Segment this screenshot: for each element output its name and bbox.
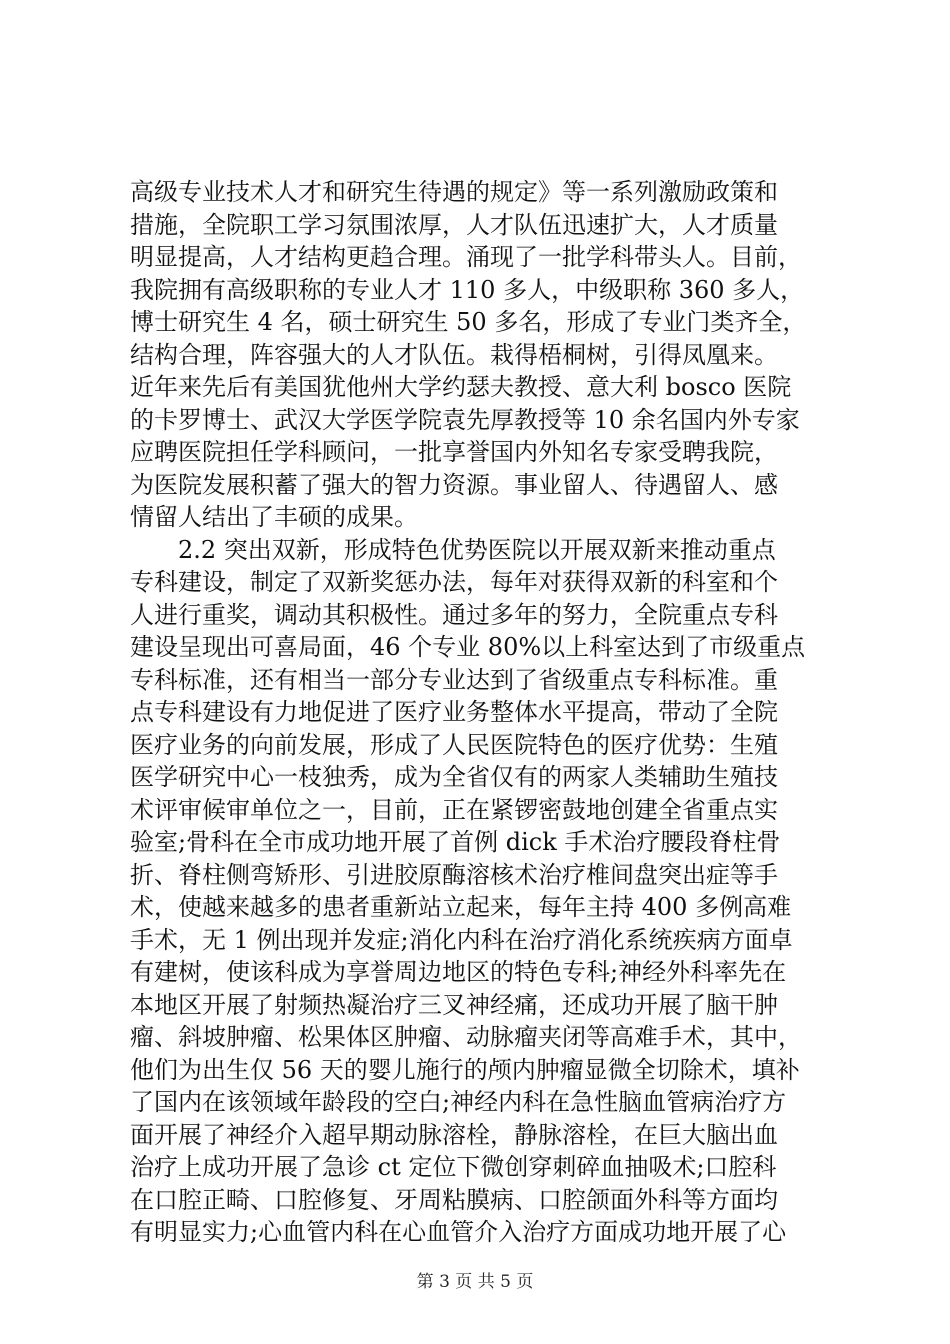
text-line: 结构合理，阵容强大的人才队伍。栽得梧桐树，引得凤凰来。: [130, 340, 778, 369]
text-line: 专科建设，制定了双新奖惩办法，每年对获得双新的科室和个: [130, 568, 778, 596]
text-line: 他们为出生仅 56 天的婴儿施行的颅内肿瘤显微全切除术，填补: [130, 1055, 800, 1084]
text-line: 医疗业务的向前发展，形成了人民医院特色的医疗优势：生殖: [130, 730, 778, 759]
text-line: 的卡罗博士、武汉大学医学院袁先厚教授等 10 余名国内外专家: [130, 405, 800, 434]
text-line: 措施，全院职工学习氛围浓厚，人才队伍迅速扩大，人才质量: [130, 210, 778, 239]
text-line: 折、脊柱侧弯矫形、引进胶原酶溶核术治疗椎间盘突出症等手: [130, 860, 778, 889]
text-line: 医学研究中心一枝独秀，成为全省仅有的两家人类辅助生殖技: [130, 763, 778, 791]
text-line: 治疗上成功开展了急诊 ct 定位下微创穿刺碎血抽吸术;口腔科: [130, 1153, 777, 1181]
text-line: 手术，无 1 例出现并发症;消化内科在治疗消化系统疾病方面卓: [130, 925, 793, 954]
text-line: 了国内在该领域年龄段的空白;神经内科在急性脑血管病治疗方: [130, 1088, 787, 1116]
text-line: 专科标准，还有相当一部分专业达到了省级重点专科标准。重: [130, 665, 778, 694]
text-line: 有建树，使该科成为享誉周边地区的特色专科;神经外科率先在: [130, 958, 787, 986]
text-line: 有明显实力;心血管内科在心血管介入治疗方面成功地开展了心: [130, 1218, 787, 1246]
text-line: 本地区开展了射频热凝治疗三叉神经痛，还成功开展了脑干肿: [130, 990, 778, 1019]
text-line: 明显提高，人才结构更趋合理。涌现了一批学科带头人。目前，: [130, 243, 802, 271]
text-line: 人进行重奖，调动其积极性。通过多年的努力，全院重点专科: [130, 600, 778, 629]
text-line: 博士研究生 4 名，硕士研究生 50 多名，形成了专业门类齐全，: [130, 308, 807, 336]
text-line: 近年来先后有美国犹他州大学约瑟夫教授、意大利 bosco 医院: [130, 373, 792, 401]
text-line: 点专科建设有力地促进了医疗业务整体水平提高，带动了全院: [130, 698, 778, 726]
text-line: 应聘医院担任学科顾问，一批享誉国内外知名专家受聘我院，: [130, 438, 778, 466]
text-line: 术评审候审单位之一，目前，正在紧锣密鼓地创建全省重点实: [130, 795, 778, 824]
text-line: 情留人结出了丰硕的成果。: [130, 503, 418, 531]
text-line: 瘤、斜坡肿瘤、松果体区肿瘤、动脉瘤夹闭等高难手术，其中，: [130, 1023, 802, 1051]
text-line: 在口腔正畸、口腔修复、牙周粘膜病、口腔颌面外科等方面均: [130, 1185, 778, 1214]
text-line: 我院拥有高级职称的专业人才 110 多人，中级职称 360 多人，: [130, 275, 805, 304]
text-line: 面开展了神经介入超早期动脉溶栓，静脉溶栓，在巨大脑出血: [130, 1120, 778, 1149]
text-line: 验室;骨科在全市成功地开展了首例 dick 手术治疗腰段脊柱骨: [130, 828, 781, 856]
page-footer: 第 3 页 共 5 页: [416, 1272, 534, 1292]
text-line: 建设呈现出可喜局面，46 个专业 80%以上科室达到了市级重点: [130, 633, 806, 661]
text-line: 术，使越来越多的患者重新站立起来，每年主持 400 多例高难: [130, 893, 792, 921]
text-line: 为医院发展积蓄了强大的智力资源。事业留人、待遇留人、感: [130, 470, 778, 499]
body-text: [130, 176, 830, 1249]
text-line: 2.2 突出双新，形成特色优势医院以开展双新来推动重点: [130, 535, 776, 564]
text-line: 高级专业技术人才和研究生待遇的规定》等一系列激励政策和: [130, 178, 778, 206]
